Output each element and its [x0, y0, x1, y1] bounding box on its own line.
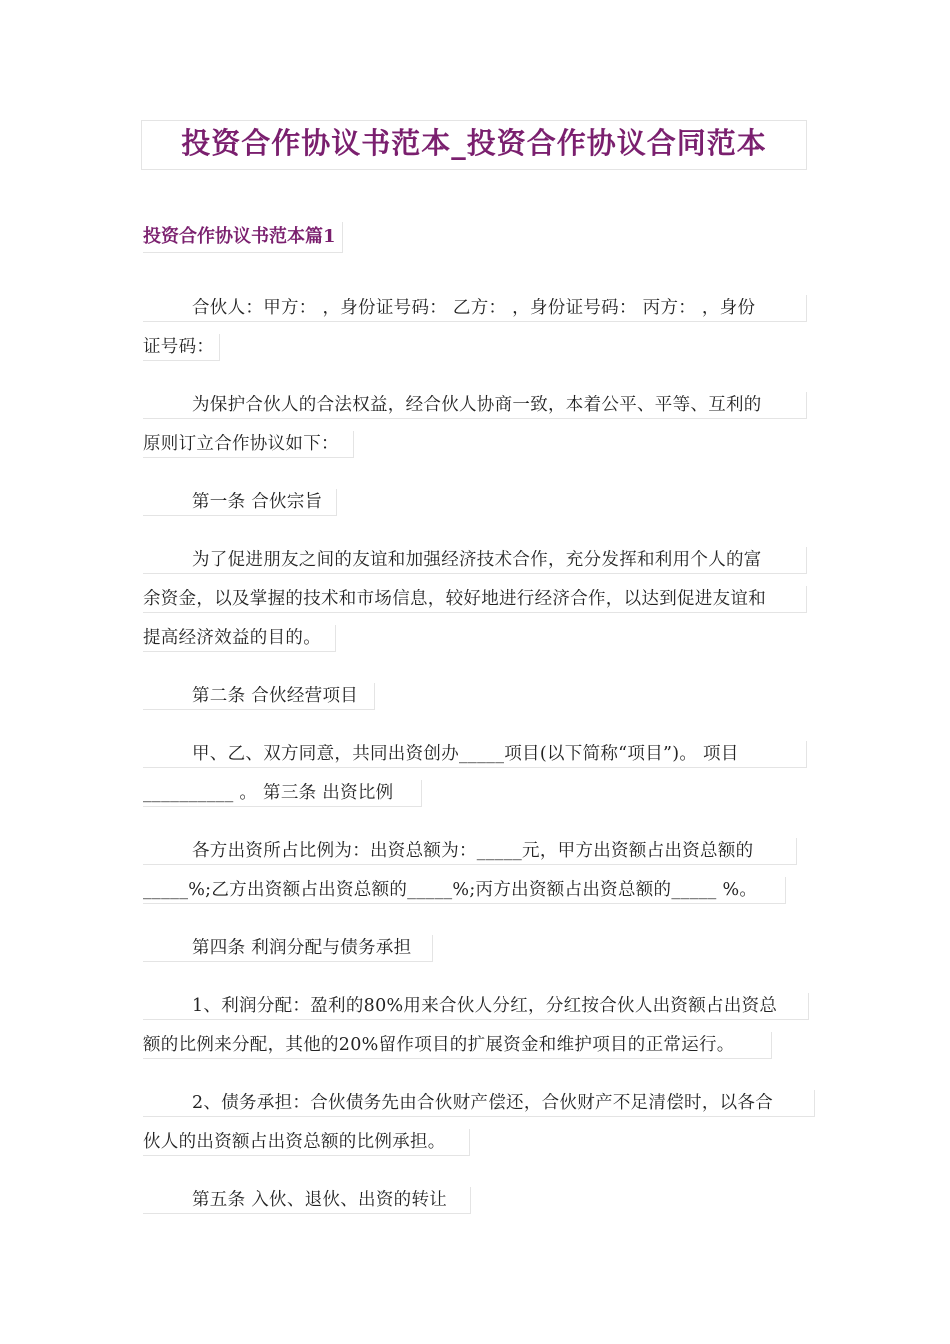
- paragraph-line: 合伙人：甲方： ，身份证号码： 乙方： ，身份证号码： 丙方： ，身份: [143, 295, 807, 322]
- article-heading: 第五条 入伙、退伙、出资的转让: [143, 1187, 471, 1214]
- paragraph-line: 伙人的出资额占出资总额的比例承担。: [143, 1129, 470, 1156]
- paragraph-line: __________ 。 第三条 出资比例: [143, 780, 422, 807]
- article-heading: 第四条 利润分配与债务承担: [143, 935, 433, 962]
- paragraph-line: 提高经济效益的目的。: [143, 625, 336, 652]
- document-title: 投资合作协议书范本_投资合作协议合同范本: [141, 120, 807, 170]
- paragraph-line: 各方出资所占比例为：出资总额为：_____元，甲方出资额占出资总额的: [143, 838, 797, 865]
- paragraph-line: 余资金，以及掌握的技术和市场信息，较好地进行经济合作，以达到促进友谊和: [143, 586, 807, 613]
- section-heading: 投资合作协议书范本篇1: [143, 222, 343, 253]
- paragraph-line: 原则订立合作协议如下：: [143, 431, 354, 458]
- paragraph-line: 甲、乙、双方同意，共同出资创办_____项目(以下简称“项目”)。 项目: [143, 741, 807, 768]
- paragraph-line: 2、债务承担：合伙债务先由合伙财产偿还，合伙财产不足清偿时，以各合: [143, 1090, 815, 1117]
- article-heading: 第一条 合伙宗旨: [143, 489, 337, 516]
- paragraph-line: 1、利润分配：盈利的80%用来合伙人分红，分红按合伙人出资额占出资总: [143, 993, 809, 1020]
- paragraph-line: 为保护合伙人的合法权益，经合伙人协商一致，本着公平、平等、互利的: [143, 392, 807, 419]
- paragraph-line: _____%;乙方出资额占出资总额的_____%;丙方出资额占出资总额的_____ %。: [143, 877, 786, 904]
- article-heading: 第二条 合伙经营项目: [143, 683, 375, 710]
- paragraph-line: 为了促进朋友之间的友谊和加强经济技术合作，充分发挥和利用个人的富: [143, 547, 807, 574]
- paragraph-line: 额的比例来分配，其他的20%留作项目的扩展资金和维护项目的正常运行。: [143, 1032, 772, 1059]
- paragraph-line: 证号码：: [143, 334, 220, 361]
